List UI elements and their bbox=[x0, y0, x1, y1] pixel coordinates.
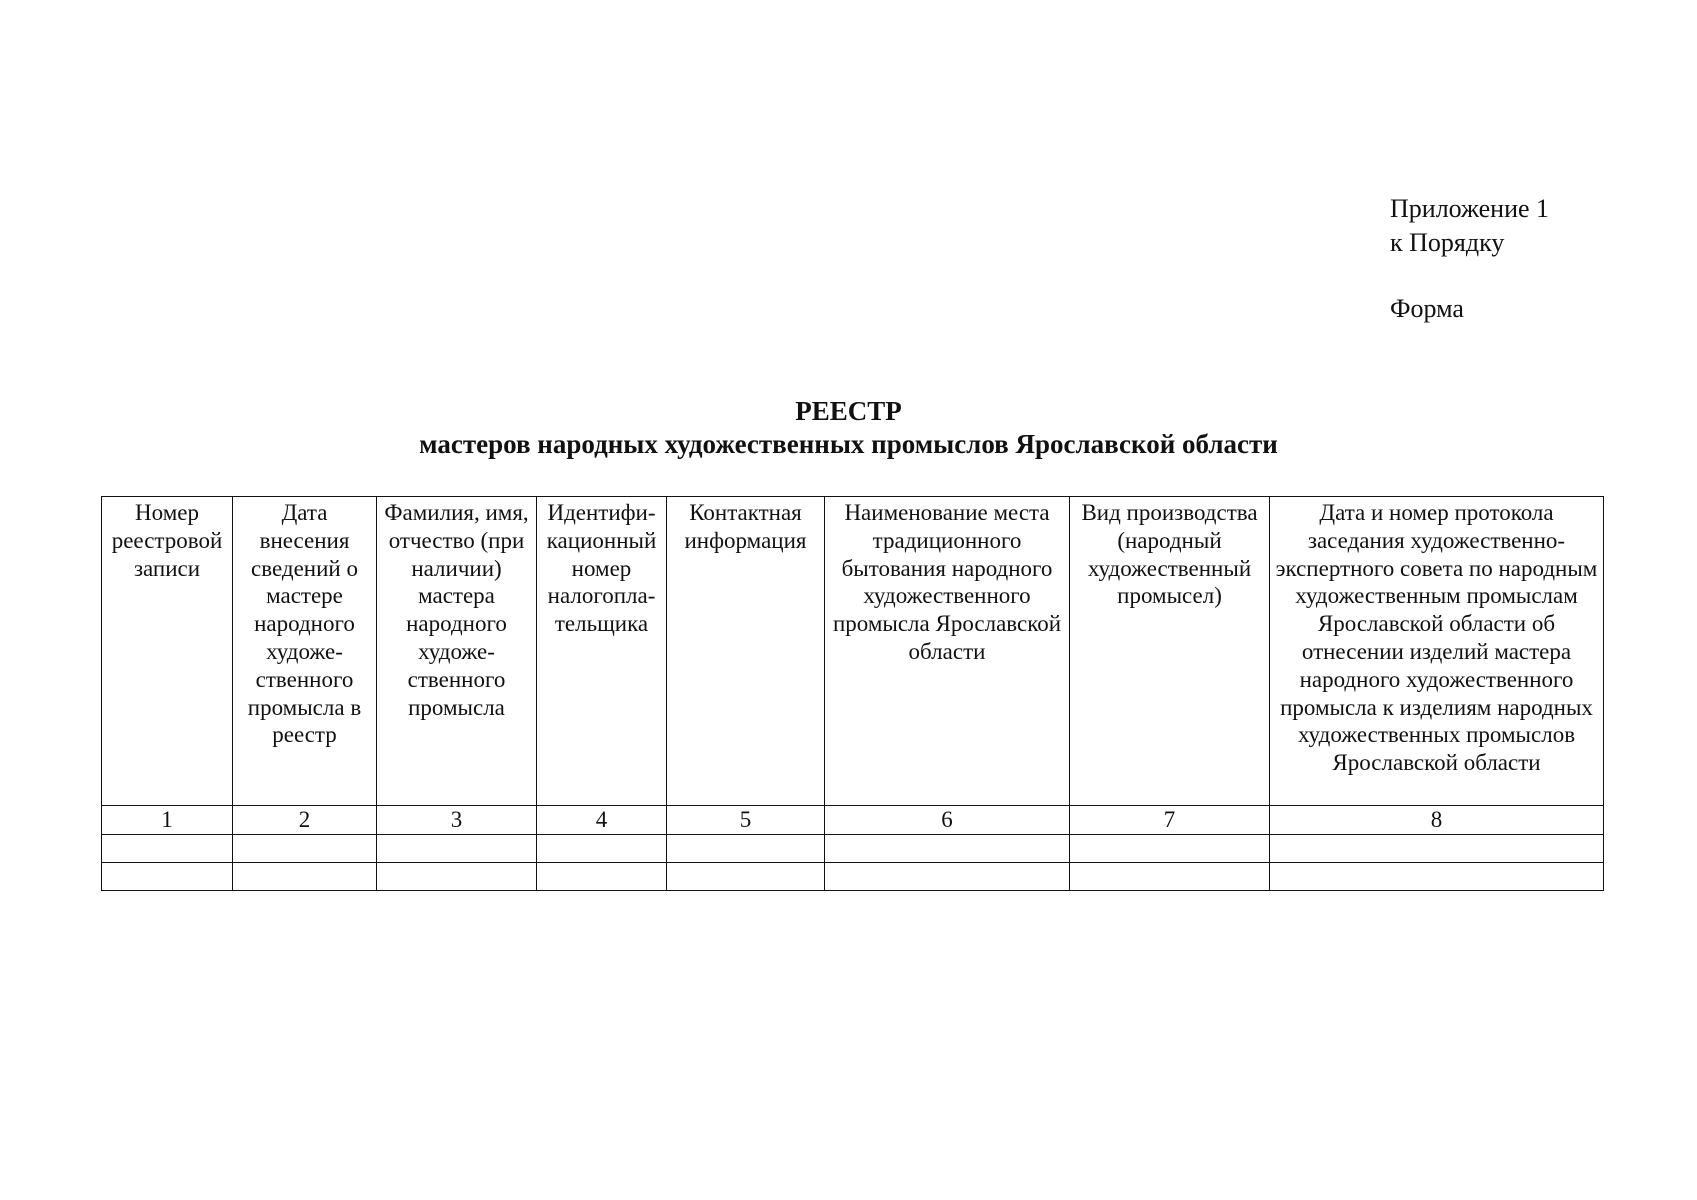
column-number: 1 bbox=[102, 806, 233, 835]
empty-cell bbox=[102, 834, 233, 862]
appendix-block bbox=[1390, 192, 1549, 326]
column-number-row bbox=[102, 806, 1604, 835]
empty-cell bbox=[1070, 834, 1270, 862]
form-label: Форма bbox=[1390, 294, 1464, 323]
header-cell-protocol: Дата и номер протокола заседания художественно-экспертного совета по народным художественным промыслам Ярославской области об отнесении изделий мастера народного художественного промысла к изделиям народных художественных промыслов Ярославской области bbox=[1270, 497, 1604, 806]
header-cell-production-type: Вид производства (народный художественный промысел) bbox=[1070, 497, 1270, 806]
column-number: 8 bbox=[1270, 806, 1604, 835]
empty-cell bbox=[667, 862, 825, 890]
header-cell-entry-date: Дата внесения сведений о мастере народного художе-ственного промысла в реестр bbox=[233, 497, 377, 806]
empty-cell bbox=[377, 862, 537, 890]
appendix-line-2: к Порядку bbox=[1390, 228, 1505, 257]
column-number: 7 bbox=[1070, 806, 1270, 835]
header-cell-tax-id: Идентифи-кационный номер налогопла-тельщика bbox=[537, 497, 667, 806]
column-number: 6 bbox=[825, 806, 1070, 835]
registry-table bbox=[101, 496, 1604, 891]
empty-cell bbox=[1070, 862, 1270, 890]
empty-table-row bbox=[102, 834, 1604, 862]
empty-cell bbox=[233, 862, 377, 890]
column-number: 2 bbox=[233, 806, 377, 835]
empty-cell bbox=[233, 834, 377, 862]
document-title: РЕЕСТР bbox=[795, 396, 902, 426]
empty-cell bbox=[667, 834, 825, 862]
document-subtitle: мастеров народных художественных промыслов Ярославской области bbox=[419, 429, 1278, 459]
column-number: 5 bbox=[667, 806, 825, 835]
empty-cell bbox=[1270, 862, 1604, 890]
empty-cell bbox=[1270, 834, 1604, 862]
header-cell-contact-info: Контактная информация bbox=[667, 497, 825, 806]
empty-cell bbox=[102, 862, 233, 890]
header-cell-place-name: Наименование места традиционного бытования народного художественного промысла Ярославской области bbox=[825, 497, 1070, 806]
empty-cell bbox=[537, 834, 667, 862]
empty-cell bbox=[377, 834, 537, 862]
empty-cell bbox=[825, 834, 1070, 862]
header-cell-full-name: Фамилия, имя, отчество (при наличии) мастера народного художе-ственного промысла bbox=[377, 497, 537, 806]
appendix-line-1: Приложение 1 bbox=[1390, 194, 1550, 223]
header-cell-record-number: Номер реестровой записи bbox=[102, 497, 233, 806]
column-number: 3 bbox=[377, 806, 537, 835]
column-number: 4 bbox=[537, 806, 667, 835]
empty-table-row bbox=[102, 862, 1604, 890]
table-header-row bbox=[102, 497, 1604, 806]
empty-cell bbox=[825, 862, 1070, 890]
empty-cell bbox=[537, 862, 667, 890]
